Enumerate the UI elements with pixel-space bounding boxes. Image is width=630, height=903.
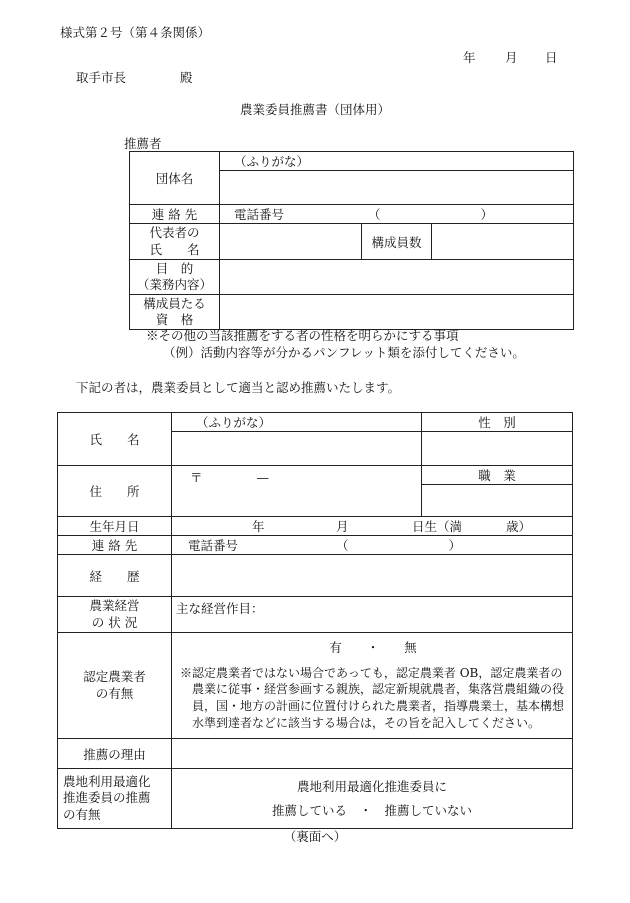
qualification-label: 構成員たる 資 格 (130, 295, 220, 330)
gender-field[interactable] (422, 432, 573, 466)
occupation-field[interactable] (422, 485, 573, 517)
date-year: 年 (463, 50, 476, 65)
org-name-label: 団体名 (130, 152, 220, 205)
addressee: 取手市長 (76, 70, 127, 85)
org-phone-field[interactable] (220, 205, 574, 224)
date-day: 日 (545, 50, 558, 65)
members-count-field[interactable] (432, 224, 574, 260)
org-name-field[interactable] (220, 171, 574, 205)
organization-table (129, 151, 574, 330)
optimization-committee-field[interactable] (172, 769, 573, 829)
back-page-note: （裏面へ） (283, 829, 347, 844)
recommender-label: 推薦者 (124, 136, 162, 151)
addressee-suffix: 殿 (180, 70, 193, 85)
qualification-field[interactable] (220, 295, 574, 330)
org-phone-parens: （ ） (368, 207, 494, 222)
name-field[interactable] (172, 432, 422, 466)
birth-year: 年 (252, 519, 265, 534)
name-furigana-label: （ふりがな） (196, 415, 272, 430)
career-label: 経 歴 (58, 555, 172, 597)
purpose-field[interactable] (220, 260, 574, 295)
name-label: 氏 名 (58, 413, 172, 466)
candidate-table (57, 412, 573, 829)
contact-label: 連 絡 先 (58, 536, 172, 555)
certified-note-3: 員，国・地方の計画に位置付けられた農業者，指導農業士，基本構想 (192, 699, 565, 714)
address-label: 住 所 (58, 466, 172, 517)
org-phone-label: 電話番号 (234, 207, 285, 222)
form-number: 様式第２号（第４条関係） (60, 25, 211, 40)
org-contact-label: 連 絡 先 (130, 205, 220, 224)
postal-mark: 〒 (190, 470, 203, 485)
date-month: 月 (505, 50, 518, 65)
certified-farmer-label: 認定農業者 の有無 (58, 633, 172, 739)
certified-choice: 有 ・ 無 (329, 640, 417, 656)
org-furigana-label: （ふりがな） (234, 154, 310, 169)
farm-status-field[interactable] (172, 597, 573, 633)
representative-field[interactable] (220, 224, 362, 260)
optimization-text: 農地利用最適化推進委員に (296, 778, 447, 794)
certified-note-4: 水準到達者などに該当する場合は，その旨を記入してください。 (192, 716, 541, 731)
optimization-committee-label: 農地利用最適化 推進委員の推薦 の有無 (58, 769, 172, 829)
career-field[interactable] (172, 555, 573, 597)
document-title: 農業委員推薦書（団体用） (239, 102, 390, 117)
phone-field[interactable] (172, 536, 573, 555)
org-furigana-field[interactable] (220, 152, 574, 171)
birthdate-field[interactable] (172, 517, 573, 536)
representative-label: 代表者の 氏 名 (130, 224, 220, 260)
farm-status-label: 農業経営 の 状 況 (58, 597, 172, 633)
birth-age: 歳） (506, 519, 532, 534)
recommendation-statement: 下記の者は，農業委員として適当と認め推薦いたします。 (76, 380, 401, 395)
birth-day: 日生（満 (412, 519, 463, 534)
address-field[interactable] (172, 466, 422, 517)
birth-month: 月 (336, 519, 349, 534)
phone-parens: （ ） (336, 538, 462, 553)
phone-label: 電話番号 (188, 538, 239, 553)
certified-note-2: 農業に従事・経営参画する親族，認定新規就農者，集落営農組織の役 (192, 682, 565, 697)
name-furigana-field[interactable] (172, 413, 422, 432)
main-crops-label: 主な経営作目： (176, 601, 264, 616)
certified-farmer-field[interactable] (172, 633, 573, 739)
gender-label: 性 別 (422, 413, 573, 432)
postal-dash: — (256, 470, 269, 485)
reason-label: 推薦の理由 (58, 739, 172, 769)
certified-note-1: ※認定農業者ではない場合であっても，認定農業者 OB，認定農業者の (180, 665, 563, 680)
note-line-2: （例）活動内容等が分かるパンフレット類を添付してください。 (163, 345, 525, 360)
note-line-1: ※その他の当該推薦をする者の性格を明らかにする事項 (146, 328, 459, 343)
birthdate-label: 生年月日 (58, 517, 172, 536)
reason-field[interactable] (172, 739, 573, 769)
members-count-label: 構成員数 (362, 224, 432, 260)
occupation-label: 職 業 (422, 466, 573, 485)
optimization-choice: 推薦している ・ 推薦していない (271, 802, 472, 818)
purpose-label: 目 的 （業務内容） (130, 260, 220, 295)
